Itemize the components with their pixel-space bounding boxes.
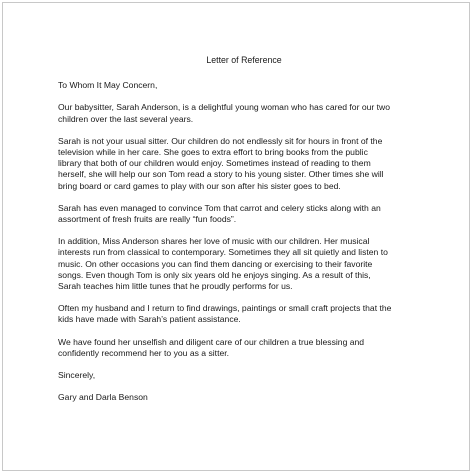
text-line: assortment of fresh fruits are really “fun foods”. [58, 214, 237, 225]
text-line: television while in her care. She goes to extra effort to bring books from the public [58, 147, 368, 158]
paragraph-fun-foods [58, 203, 430, 225]
text-line: herself, she will help our son Tom read a story to his young sister. Other times she will [58, 169, 384, 180]
salutation: To Whom It May Concern, [58, 80, 158, 91]
paragraph-not-usual-sitter [58, 136, 430, 192]
paragraph-crafts [58, 303, 430, 325]
text-line: confidently recommend her to you as a sitter. [58, 347, 230, 358]
text-line: Often my husband and I return to find drawings, paintings or small craft projects that the [58, 303, 392, 314]
text-line: We have found her unselfish and diligent care of our children a true blessing and [58, 336, 365, 347]
letter-body [58, 55, 430, 403]
document-page [2, 2, 470, 471]
text-line: interests run from classical to contemporary. Sometimes they all sit quietly and listen to [58, 247, 388, 258]
text-line: children over the last several years. [58, 113, 194, 124]
text-line: songs. Even though Tom is only six years old he enjoys singing. As a result of this, [58, 269, 371, 280]
text-line: Sarah teaches him little tunes that he proudly performs for us. [58, 281, 293, 292]
paragraph-intro [58, 102, 430, 124]
paragraph-recommendation [58, 337, 430, 359]
paragraph-music [58, 236, 430, 292]
text-line: kids have made with Sarah’s patient assistance. [58, 314, 241, 325]
text-line: In addition, Miss Anderson shares her love of music with our children. Her musical [58, 236, 370, 247]
closing: Sincerely, [58, 370, 96, 381]
text-line: bring board or card games to play with our son after his sister goes to bed. [58, 180, 341, 191]
text-line: music. On other occasions you can find them dancing or exercising to their favorite [58, 258, 373, 269]
text-line: library that both of our children would enjoy. Sometimes instead of reading to them [58, 158, 371, 169]
letter-title: Letter of Reference [206, 55, 282, 65]
signature: Gary and Darla Benson [58, 392, 148, 403]
text-line: Our babysitter, Sarah Anderson, is a delightful young woman who has cared for our two [58, 102, 391, 113]
text-line: Sarah has even managed to convince Tom that carrot and celery sticks along with an [58, 202, 381, 213]
text-line: Sarah is not your usual sitter. Our children do not endlessly sit for hours in front of the [58, 135, 383, 146]
